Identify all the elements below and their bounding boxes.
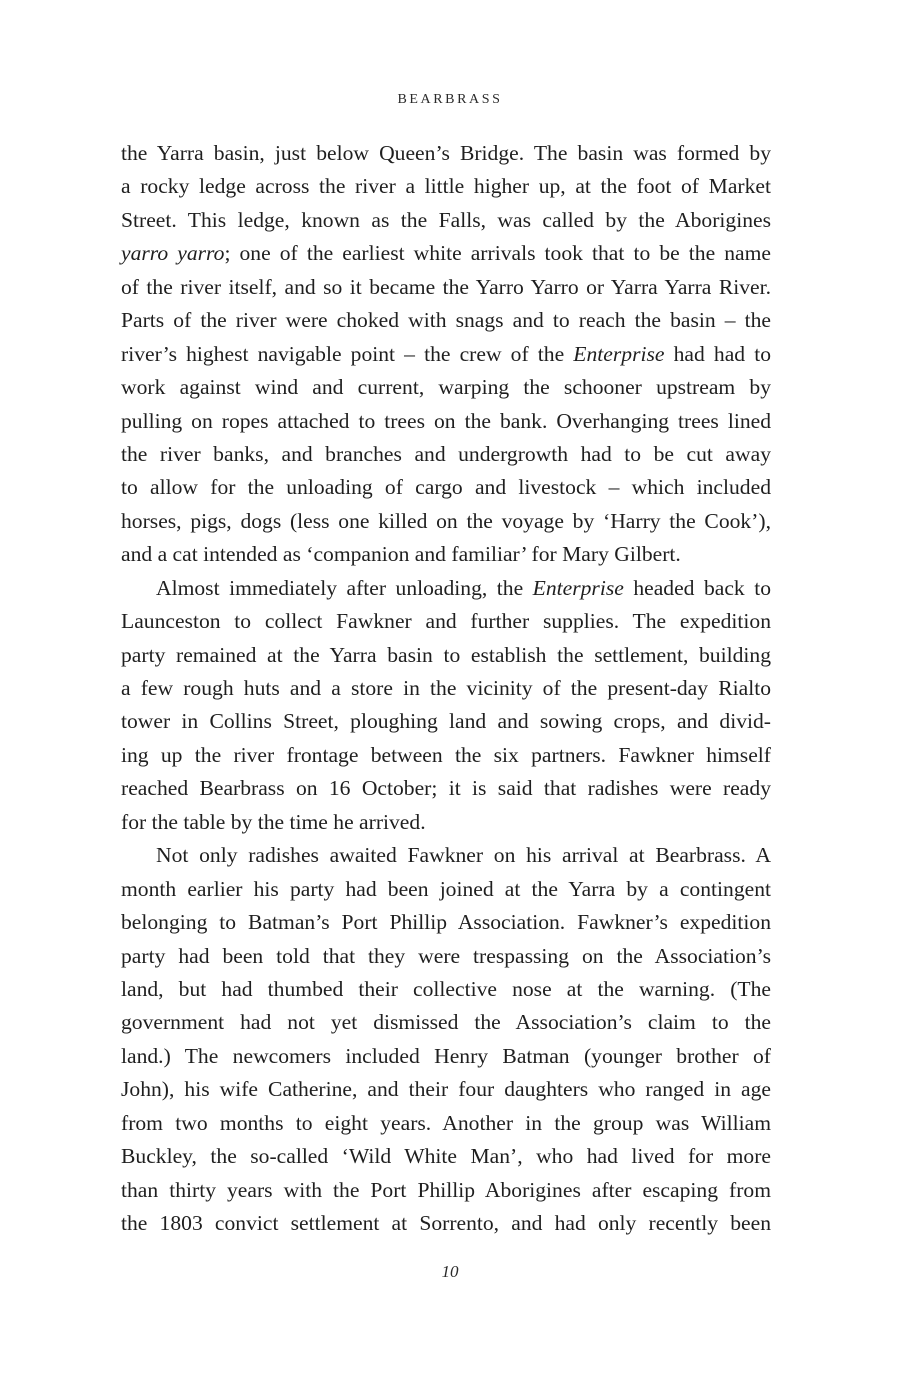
text-line: Not only radishes awaited Fawkner on his arrival at Bearbrass. A — [156, 843, 771, 868]
text-line: than thirty years with the Port Phillip Aborigines after escaping from — [121, 1177, 771, 1202]
text-line: a few rough huts and a store in the vicinity of the present-day Rialto — [121, 676, 771, 700]
page-number: 10 — [441, 1262, 459, 1281]
text-line: Street. This ledge, known as the Falls, was called by the Aborigines — [121, 207, 771, 232]
text-line: party remained at the Yarra basin to establish the settlement, building — [121, 642, 771, 667]
text-line: John), his wife Catherine, and their four daughters who ranged in age — [121, 1077, 771, 1102]
text-line: horses, pigs, dogs (less one killed on the voyage by ‘Harry the Cook’), — [121, 508, 771, 533]
text-line: land.) The newcomers included Henry Batman (younger brother of — [121, 1043, 771, 1068]
text-line: ing up the river frontage between the six partners. Fawkner himself — [121, 742, 771, 767]
text-line: river’s highest navigable point – the crew of the Enterprise had had to — [121, 341, 771, 366]
text-line: tower in Collins Street, ploughing land and sowing crops, and divid- — [121, 709, 771, 734]
text-line: Launceston to collect Fawkner and further supplies. The expedition — [121, 609, 771, 634]
text-line: Buckley, the so-called ‘Wild White Man’, who had lived for more — [121, 1144, 771, 1169]
text-line: work against wind and current, warping the schooner upstream by — [121, 375, 771, 400]
body-text — [121, 137, 771, 1240]
text-line: the Yarra basin, just below Queen’s Bridge. The basin was formed by — [121, 141, 771, 165]
text-line: month earlier his party had been joined at the Yarra by a contingent — [121, 876, 771, 901]
running-head: BEARBRASS — [397, 92, 503, 107]
text-line: reached Bearbrass on 16 October; it is said that radishes were ready — [121, 776, 771, 801]
text-line: pulling on ropes attached to trees on the bank. Overhanging trees lined — [121, 408, 771, 433]
text-line: Almost immediately after unloading, the Enterprise headed back to — [156, 575, 771, 600]
text-line: the river banks, and branches and undergrowth had to be cut away — [121, 441, 771, 466]
text-line: yarro yarro; one of the earliest white arrivals took that to be the name — [121, 241, 771, 266]
text-line: a rocky ledge across the river a little higher up, at the foot of Market — [121, 174, 771, 199]
text-line: land, but had thumbed their collective nose at the warning. (The — [121, 976, 771, 1001]
text-line: of the river itself, and so it became the Yarro Yarro or Yarra Yarra River. — [121, 274, 771, 299]
text-line: for the table by the time he arrived. — [121, 809, 426, 834]
text-line: to allow for the unloading of cargo and livestock – which included — [121, 475, 771, 500]
text-line: Parts of the river were choked with snags and to reach the basin – the — [121, 308, 771, 333]
text-line: belonging to Batman’s Port Phillip Association. Fawkner’s expedition — [121, 910, 771, 935]
text-line: the 1803 convict settlement at Sorrento, and had only recently been — [121, 1211, 771, 1235]
text-line: government had not yet dismissed the Association’s claim to the — [121, 1010, 771, 1035]
text-line: from two months to eight years. Another in the group was William — [121, 1110, 771, 1135]
text-line: party had been told that they were trespassing on the Association’s — [121, 943, 771, 968]
text-line: and a cat intended as ‘companion and familiar’ for Mary Gilbert. — [121, 542, 681, 567]
